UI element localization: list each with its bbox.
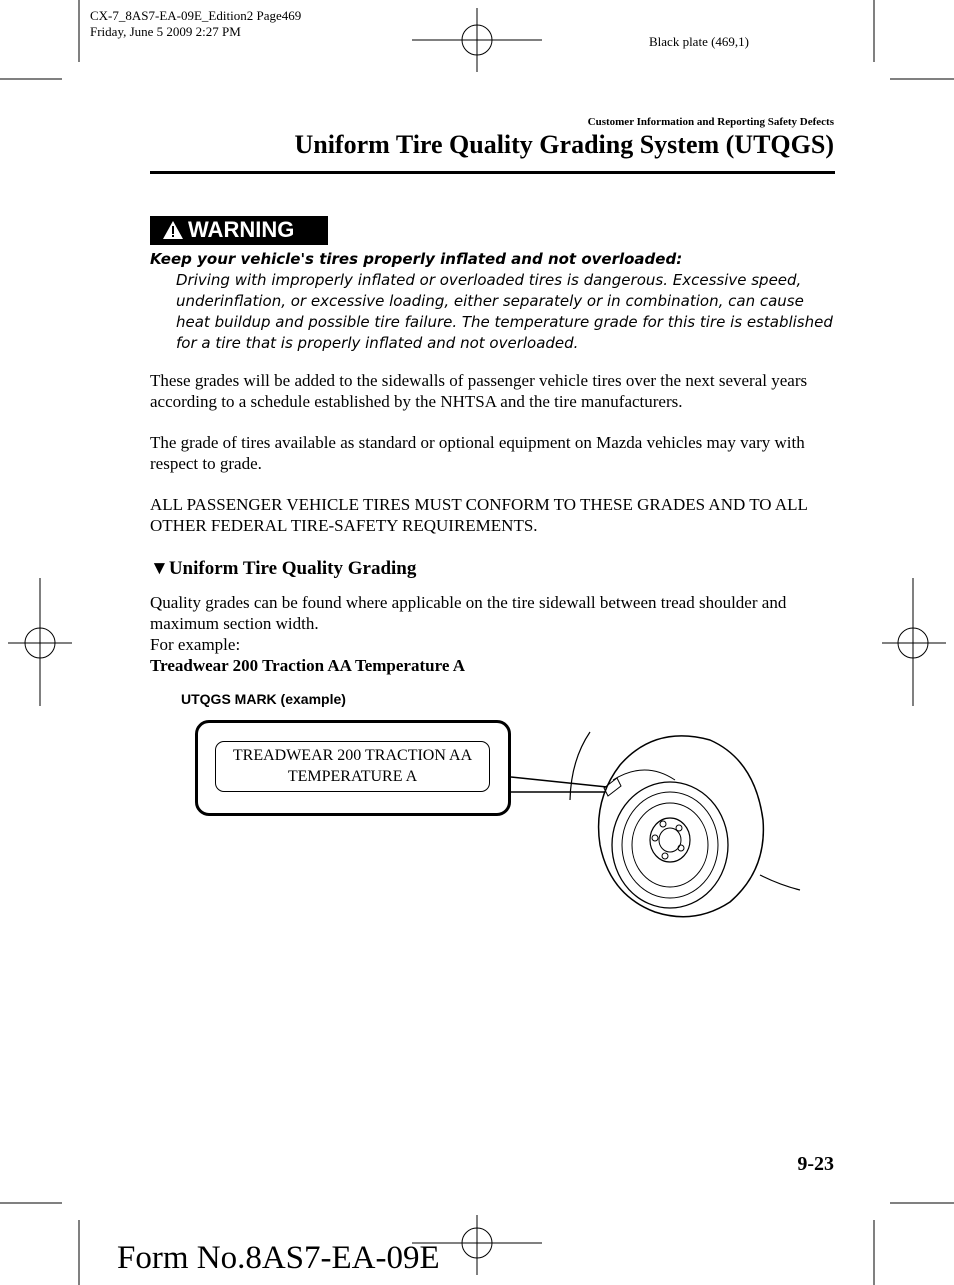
subsection-title: Uniform Tire Quality Grading: [168, 558, 417, 579]
plate-label: Black plate (469,1): [649, 34, 749, 49]
example-grades: Treadwear 200 Traction AA Temperature A: [150, 656, 465, 675]
section-label: Customer Information and Reporting Safety Defects: [587, 116, 834, 128]
utqgs-mark-line2: TEMPERATURE A: [287, 768, 418, 785]
utqgs-mark-line1: TREADWEAR 200 TRACTION AA: [232, 747, 473, 764]
paragraph-2: The grade of tires available as standard or optional equipment on Mazda vehicles may vary with respect to grade.: [150, 433, 805, 473]
paragraph-1: These grades will be added to the sidewalls of passenger vehicle tires over the next several years according to a schedule established by the NHTSA and the tire manufacturers.: [150, 371, 808, 411]
warning-body: Driving with improperly inflated or overloaded tires is dangerous. Excessive speed, underinflation, or excessive loading, either separately or in combination, can cause heat buildup and possible tire failure. The temperature grade for this tire is established for a tire that is properly inflated and not overloaded.: [176, 271, 833, 352]
print-header: [90, 8, 301, 40]
subsection-heading: [150, 558, 416, 580]
example-intro: For example:: [150, 635, 241, 654]
print-header-line1: CX-7_8AS7-EA-09E_Edition2 Page469: [90, 8, 302, 23]
warning-label: WARNING: [188, 217, 295, 242]
figure-caption: UTQGS MARK (example): [181, 691, 346, 707]
page-number: 9-23: [797, 1153, 834, 1175]
print-header-line2: Friday, June 5 2009 2:27 PM: [90, 24, 241, 39]
warning-icon: [162, 220, 184, 240]
form-number: Form No.8AS7-EA-09E: [117, 1240, 440, 1276]
warning-heading: Keep your vehicle's tires properly inflated and not overloaded:: [150, 250, 683, 268]
warning-banner: [150, 216, 328, 245]
title-rule: [150, 171, 835, 174]
page-title: Uniform Tire Quality Grading System (UTQGS): [294, 130, 834, 159]
tire-illustration: [505, 720, 815, 930]
paragraph-3: ALL PASSENGER VEHICLE TIRES MUST CONFORM TO THESE GRADES AND TO ALL OTHER FEDERAL TIRE-SAFETY REQUIREMENTS.: [150, 495, 808, 535]
subsection-text: Quality grades can be found where applicable on the tire sidewall between tread shoulder and maximum section width.: [150, 593, 787, 633]
utqgs-mark: [215, 741, 490, 792]
triangle-marker-icon: ▼: [150, 558, 169, 579]
